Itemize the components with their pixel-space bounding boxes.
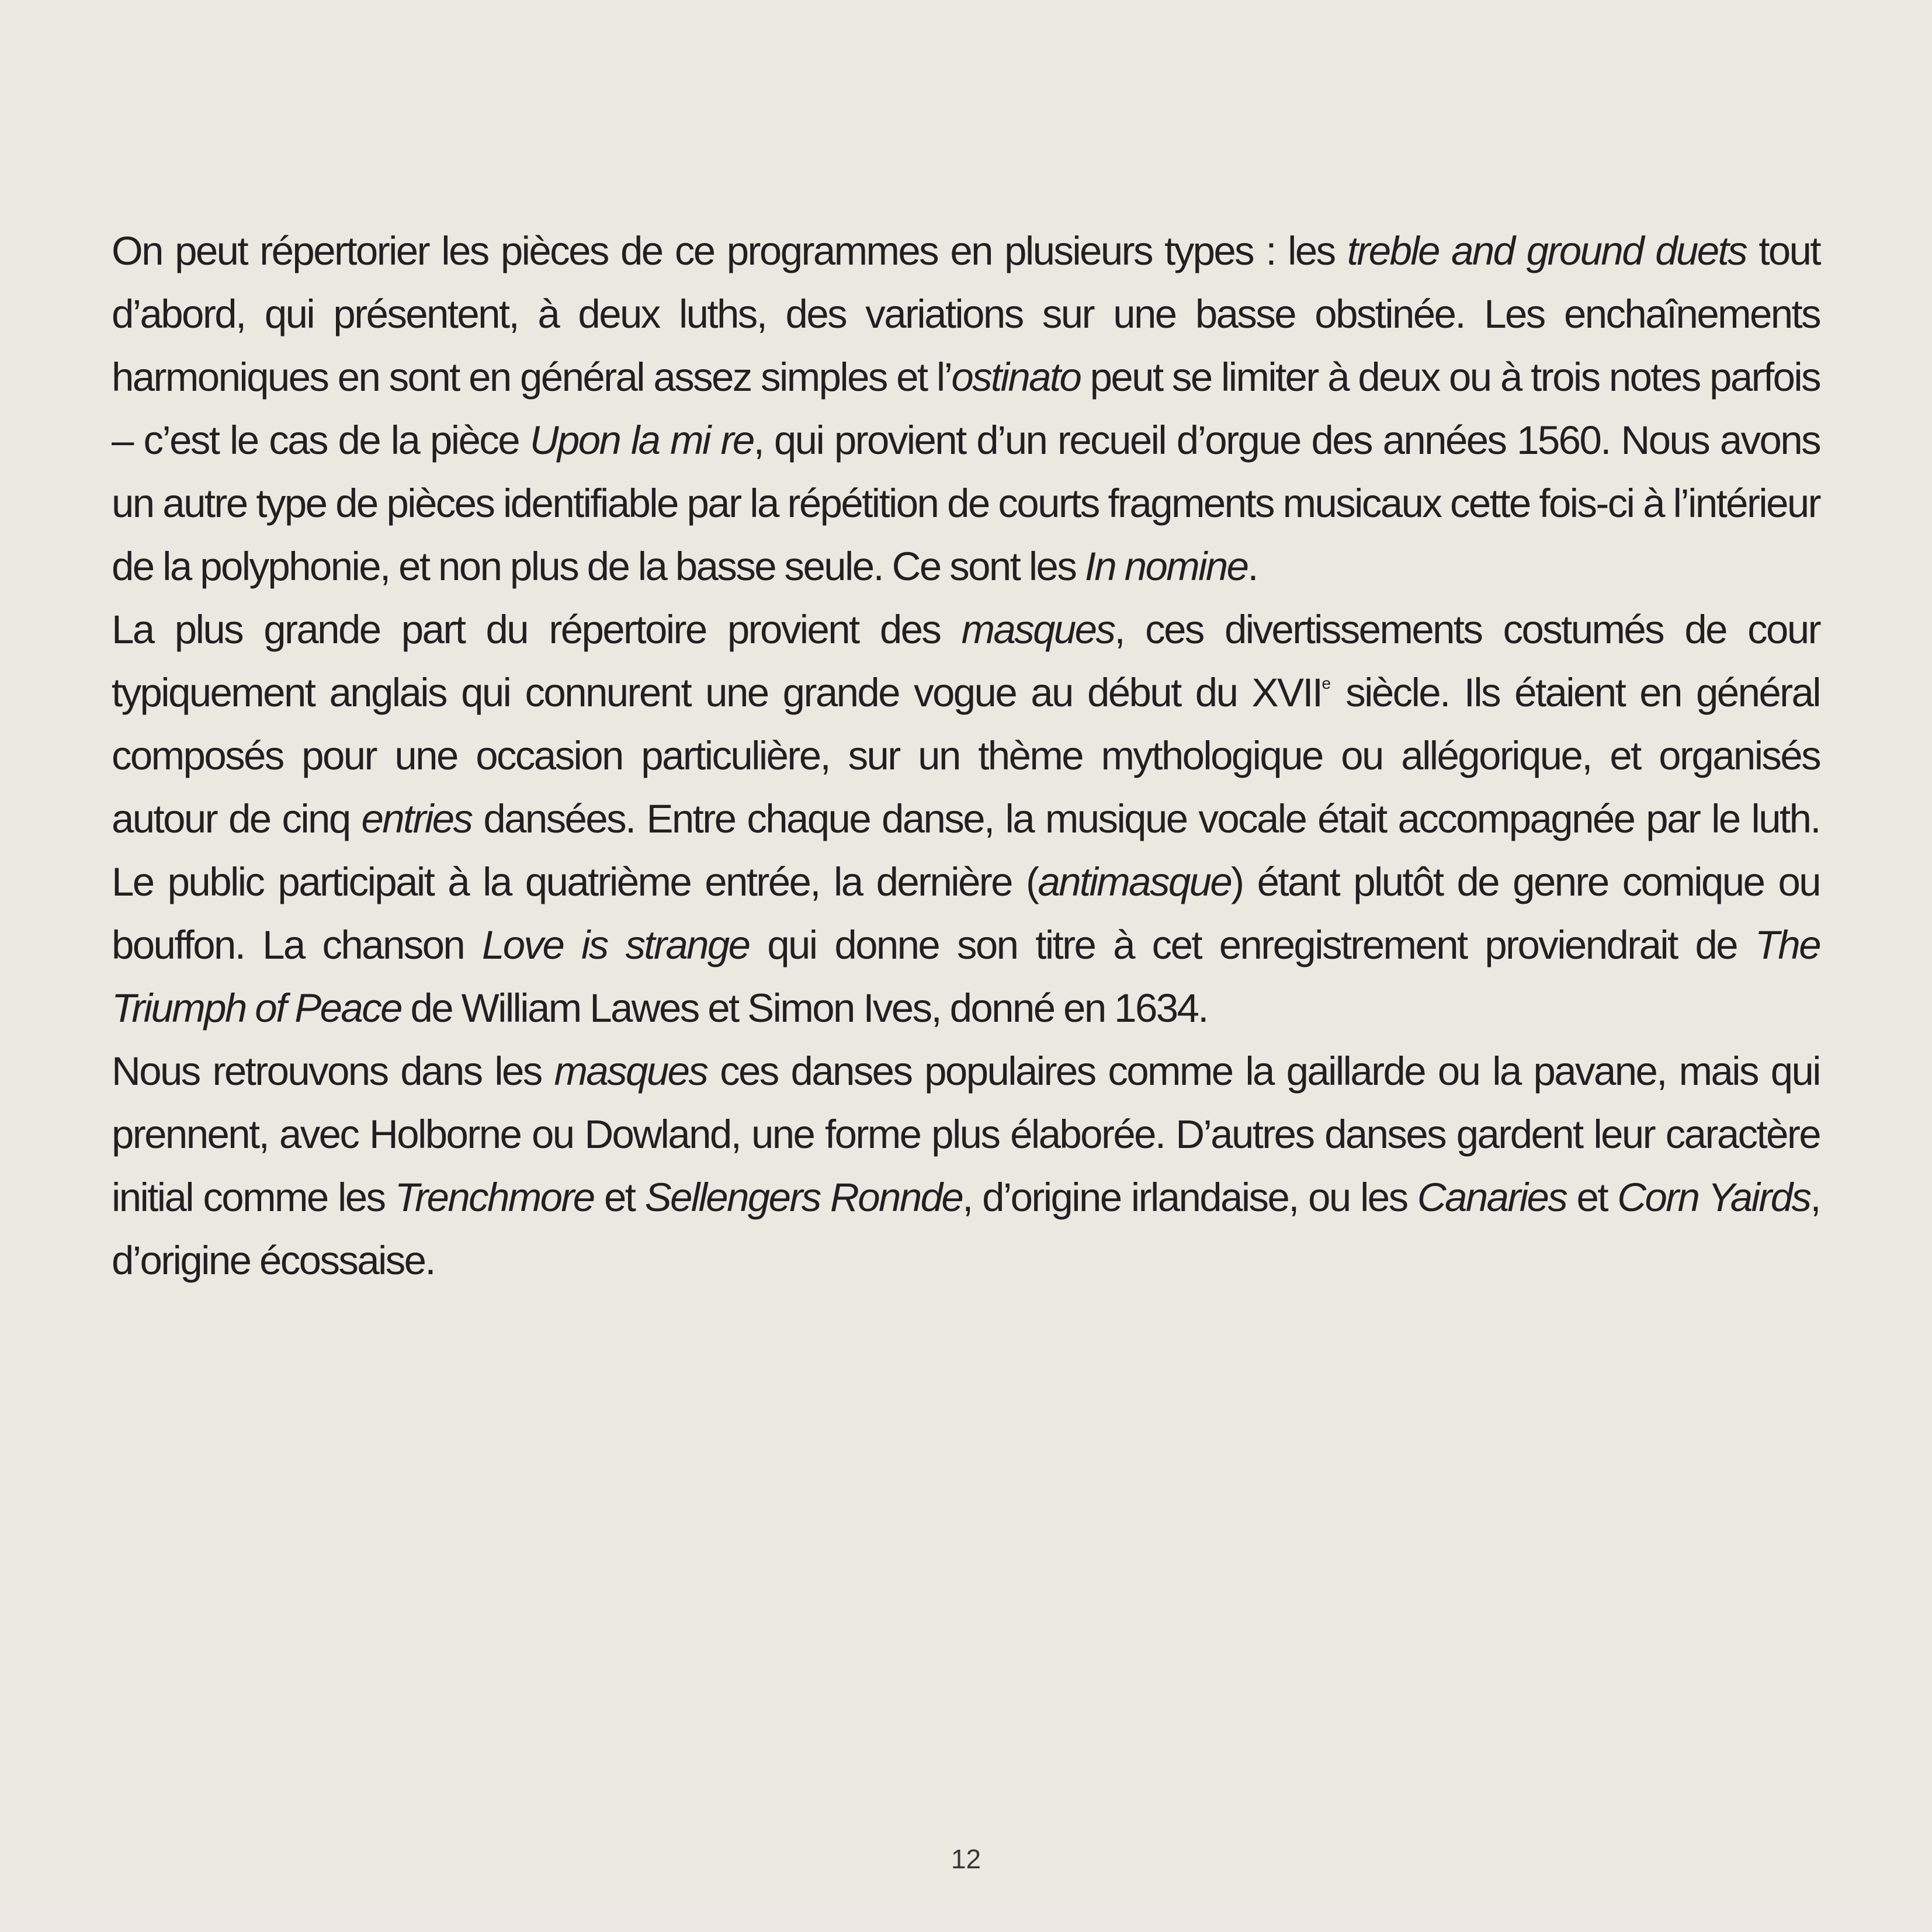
text-segment: siècle. Ils étaient en général composés pour une occasion particulière, sur un thème mythologique ou allégorique, et organisés autour de cinq — [112, 670, 1820, 841]
text-segment: Nous retrouvons dans les — [112, 1049, 554, 1094]
text-segment: , qui provient d’un recueil d’orgue des années 1560. Nous avons un autre type de pièces identifiable par la répétition de courts fragments musicaux cette fois-ci à l’intérieur de la polyphonie, et non plus de la basse seule. Ce sont les — [112, 418, 1820, 589]
page-number: 12 — [951, 1844, 981, 1874]
text-segment: On peut répertorier les pièces de ce programmes en plusieurs types : les — [112, 228, 1347, 273]
italic-title: masques — [554, 1049, 707, 1094]
text-segment: , d’origine irlandaise, ou les — [962, 1175, 1417, 1220]
text-segment: ) étant plutôt de genre comique ou bouffon. La chanson — [112, 859, 1820, 967]
text-segment: de William Lawes et Simon Ives, donné en 1634. — [401, 986, 1208, 1031]
text-segment: et — [594, 1175, 645, 1220]
text-segment: . — [1247, 544, 1257, 589]
text-segment: peut se limiter à deux ou à trois notes parfois – c’est le cas de la pièce — [112, 355, 1820, 463]
italic-title: Sellengers Ronnde — [644, 1175, 963, 1220]
italic-title: Upon la mi re — [529, 418, 754, 463]
text-segment: , d’origine écossaise. — [112, 1175, 1820, 1283]
italic-title: In nomine — [1084, 544, 1248, 589]
superscript: e — [1321, 674, 1331, 692]
page-bottom-edge — [0, 1906, 1932, 1932]
italic-title: entries — [361, 796, 472, 841]
italic-title: ostinato — [951, 355, 1081, 400]
text-segment: , ces divertissements costumés de cour typiquement anglais qui connurent une grande vogue au début du XVII — [112, 607, 1820, 715]
italic-title: Corn Yairds — [1617, 1175, 1810, 1220]
italic-title: Canaries — [1417, 1175, 1567, 1220]
text-segment: tout d’abord, qui présentent, à deux luths, des variations sur une basse obstinée. Les enchaînements harmoniques en sont en général assez simples et l’ — [112, 228, 1820, 400]
text-segment: qui donne son titre à cet enregistrement proviendrait de — [749, 922, 1755, 967]
text-segment: dansées. Entre chaque danse, la musique vocale était accompagnée par le luth. Le public participait à la quatrième entrée, la dernière ( — [112, 796, 1820, 904]
text-segment: ces danses populaires comme la gaillarde ou la pavane, mais qui prennent, avec Holborne ou Dowland, une forme plus élaborée. D’autres danses gardent leur caractère initial comme les — [112, 1049, 1820, 1220]
body-text — [112, 220, 1820, 1292]
paragraph-1 — [112, 220, 1820, 598]
paragraph-3 — [112, 1040, 1820, 1292]
paragraph-2 — [112, 598, 1820, 1040]
text-segment: et — [1566, 1175, 1618, 1220]
italic-title: Trenchmore — [394, 1175, 594, 1220]
italic-title: antimasque — [1038, 859, 1232, 904]
italic-title: The Triumph of Peace — [112, 922, 1820, 1031]
text-segment: La plus grande part du répertoire provient des — [112, 607, 962, 652]
italic-title: treble and ground duets — [1347, 228, 1747, 273]
italic-title: Love is strange — [482, 922, 750, 967]
italic-title: masques — [961, 607, 1115, 652]
